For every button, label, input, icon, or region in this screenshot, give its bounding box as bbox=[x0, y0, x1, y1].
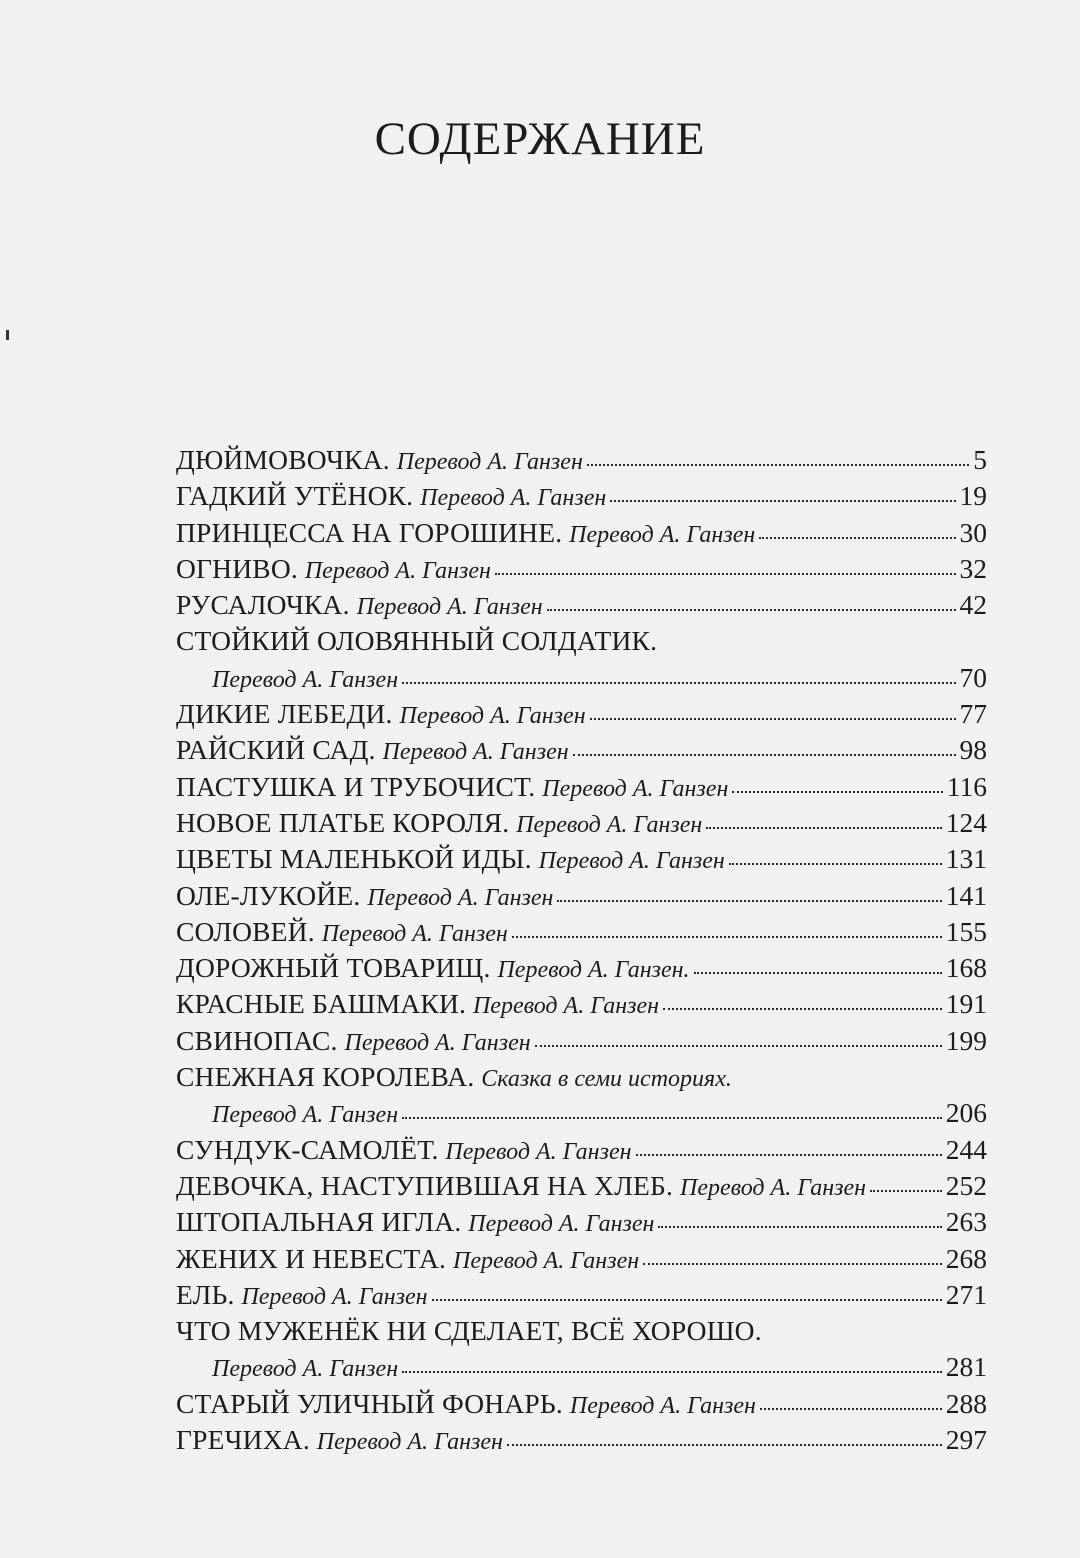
toc-entry[interactable] bbox=[176, 805, 987, 841]
entry-translator: Перевод А. Ганзен bbox=[569, 1392, 756, 1419]
entry-translator: Перевод А. Ганзен bbox=[396, 449, 583, 475]
entry-translator: Перевод А. Ганзен bbox=[344, 1029, 531, 1056]
entry-title: ЦВЕТЫ МАЛЕНЬКОЙ ИДЫ. bbox=[176, 843, 532, 875]
toc-entry[interactable] bbox=[176, 1422, 987, 1458]
entry-title: ДЮЙМОВОЧКА. bbox=[176, 444, 390, 475]
dot-leader bbox=[432, 1298, 942, 1301]
entry-translator: Перевод А. Ганзен bbox=[569, 521, 756, 548]
toc-entry-name bbox=[176, 1422, 503, 1460]
toc-entry[interactable] bbox=[176, 587, 987, 623]
entry-page-number: 199 bbox=[945, 1024, 987, 1056]
entry-title: РУСАЛОЧКА. bbox=[176, 589, 350, 621]
toc-entry-name bbox=[176, 1059, 732, 1097]
toc-entry[interactable] bbox=[176, 1241, 987, 1277]
toc-entry-title-line[interactable] bbox=[176, 1059, 987, 1095]
dot-leader bbox=[495, 572, 956, 575]
toc-entry-name bbox=[176, 1168, 866, 1206]
entry-title: ШТОПАЛЬНАЯ ИГЛА. bbox=[176, 1206, 462, 1238]
entry-page-number: 19 bbox=[959, 480, 987, 512]
entry-page-number: 252 bbox=[945, 1169, 987, 1201]
entry-translator: Перевод А. Ганзен bbox=[453, 1247, 640, 1274]
toc-entry-name bbox=[176, 1386, 756, 1424]
entry-page-number: 42 bbox=[959, 589, 987, 621]
toc-entry-title-line[interactable] bbox=[176, 623, 987, 659]
dot-leader bbox=[507, 1443, 942, 1446]
toc-entry-continuation[interactable] bbox=[176, 1095, 987, 1131]
toc-entry-name bbox=[176, 1313, 762, 1349]
entry-title: СОЛОВЕЙ. bbox=[176, 915, 315, 947]
toc-entry-name bbox=[176, 442, 583, 480]
toc-entry[interactable] bbox=[176, 914, 987, 950]
entry-title: ПАСТУШКА И ТРУБОЧИСТ. bbox=[176, 770, 536, 802]
toc-entry[interactable] bbox=[176, 1132, 987, 1168]
entry-page-number: 244 bbox=[945, 1133, 987, 1165]
dot-leader bbox=[512, 935, 942, 938]
entry-title: СВИНОПАС. bbox=[176, 1024, 338, 1056]
dot-leader bbox=[636, 1153, 942, 1156]
entry-page-number: 77 bbox=[959, 698, 987, 730]
toc-entry-name bbox=[212, 660, 398, 698]
entry-title: СУНДУК-САМОЛЁТ. bbox=[176, 1133, 439, 1165]
entry-title: ГАДКИЙ УТЁНОК. bbox=[176, 480, 414, 512]
entry-translator: Перевод А. Ганзен bbox=[321, 920, 508, 947]
toc-entry-name bbox=[176, 1277, 428, 1315]
dot-leader bbox=[706, 826, 941, 829]
entry-translator: Перевод А. Ганзен bbox=[472, 993, 660, 1020]
dot-leader bbox=[663, 1007, 942, 1010]
entry-translator: Перевод А. Ганзен bbox=[212, 666, 399, 693]
entry-page-number: 155 bbox=[945, 915, 987, 947]
entry-page-number: 191 bbox=[945, 988, 987, 1020]
toc-entry-name bbox=[176, 914, 508, 952]
dot-leader bbox=[732, 790, 942, 793]
entry-page-number: 206 bbox=[945, 1097, 987, 1129]
entry-page-number: 271 bbox=[945, 1278, 987, 1310]
entry-page-number: 141 bbox=[945, 879, 987, 911]
entry-translator: Перевод А. Ганзен bbox=[399, 703, 586, 730]
entry-translator: Перевод А. Ганзен bbox=[212, 1102, 399, 1129]
entry-translator: Перевод А. Ганзен. bbox=[497, 957, 690, 984]
toc-entry-name bbox=[176, 769, 728, 807]
entry-title: ДИКИЕ ЛЕБЕДИ. bbox=[176, 698, 393, 730]
dot-leader bbox=[643, 1262, 942, 1265]
entry-page-number: 32 bbox=[959, 552, 987, 584]
entry-title: СНЕЖНАЯ КОРОЛЕВА. bbox=[176, 1061, 475, 1093]
dot-leader bbox=[573, 753, 956, 756]
toc-entry-name bbox=[176, 1241, 639, 1279]
entry-title: НОВОЕ ПЛАТЬЕ КОРОЛЯ. bbox=[176, 806, 510, 838]
entry-title: ОЛЕ-ЛУКОЙЕ. bbox=[176, 879, 361, 911]
entry-translator: Перевод А. Ганзен bbox=[382, 739, 569, 766]
entry-page-number: 168 bbox=[945, 952, 987, 984]
toc-entry-name bbox=[176, 696, 586, 734]
entry-page-number: 268 bbox=[945, 1242, 987, 1274]
entry-page-number: 30 bbox=[959, 516, 987, 548]
entry-title: РАЙСКИЙ САД. bbox=[176, 734, 376, 766]
entry-translator: Перевод А. Ганзен bbox=[304, 557, 491, 584]
entry-translator: Перевод А. Ганзен bbox=[420, 485, 607, 512]
entry-title: СТАРЫЙ УЛИЧНЫЙ ФОНАРЬ. bbox=[176, 1387, 563, 1419]
toc-entry[interactable] bbox=[176, 696, 987, 732]
entry-title: СТОЙКИЙ ОЛОВЯННЫЙ СОЛДАТИК. bbox=[176, 625, 658, 657]
toc-entry[interactable] bbox=[176, 841, 987, 877]
entry-title: ЕЛЬ. bbox=[176, 1278, 235, 1310]
toc-entry-name bbox=[176, 950, 690, 988]
entry-page-number: 116 bbox=[946, 770, 987, 802]
toc-entry-title-line[interactable] bbox=[176, 1313, 987, 1349]
toc-entry[interactable] bbox=[176, 1168, 987, 1204]
toc-entry-continuation[interactable] bbox=[176, 660, 987, 696]
toc-entry-name bbox=[176, 841, 725, 879]
toc-entry-name bbox=[176, 732, 569, 770]
toc-entry[interactable] bbox=[176, 732, 987, 768]
toc-entry[interactable] bbox=[176, 769, 987, 805]
toc-entry[interactable] bbox=[176, 1277, 987, 1313]
entry-translator: Перевод А. Ганзен bbox=[367, 884, 554, 911]
entry-page-number: 5 bbox=[973, 444, 987, 475]
toc-entry[interactable] bbox=[176, 986, 987, 1022]
entry-translator: Перевод А. Ганзен bbox=[212, 1356, 399, 1383]
entry-page-number: 124 bbox=[945, 806, 987, 838]
dot-leader bbox=[590, 717, 956, 720]
toc-entry-name bbox=[176, 551, 491, 589]
entry-page-number: 98 bbox=[959, 734, 987, 766]
toc-entry-continuation[interactable] bbox=[176, 1349, 987, 1385]
dot-leader bbox=[658, 1225, 941, 1228]
entry-translator: Перевод А. Ганзен bbox=[468, 1211, 655, 1238]
toc-entry-name bbox=[176, 878, 553, 916]
dot-leader bbox=[870, 1189, 942, 1192]
toc-entry[interactable] bbox=[176, 878, 987, 914]
table-of-contents bbox=[176, 442, 987, 1458]
entry-title: ДЕВОЧКА, НАСТУПИВШАЯ НА ХЛЕБ. bbox=[176, 1169, 674, 1201]
dot-leader bbox=[587, 463, 969, 466]
entry-title: ПРИНЦЕССА НА ГОРОШИНЕ. bbox=[176, 516, 563, 548]
entry-translator: Перевод А. Ганзен bbox=[516, 811, 703, 838]
dot-leader bbox=[694, 971, 942, 974]
toc-entry[interactable] bbox=[176, 1023, 987, 1059]
entry-translator: Перевод А. Ганзен bbox=[542, 775, 729, 802]
entry-page-number: 288 bbox=[945, 1387, 987, 1419]
dot-leader bbox=[547, 608, 956, 611]
entry-title: ЖЕНИХ И НЕВЕСТА. bbox=[176, 1242, 447, 1274]
margin-mark bbox=[6, 330, 9, 340]
toc-entry-name bbox=[176, 623, 657, 659]
entry-page-number: 263 bbox=[945, 1206, 987, 1238]
dot-leader bbox=[729, 862, 942, 865]
toc-entry[interactable] bbox=[176, 551, 987, 587]
dot-leader bbox=[402, 681, 955, 684]
entry-title: ДОРОЖНЫЙ ТОВАРИЩ. bbox=[176, 952, 491, 984]
entry-translator: Перевод А. Ганзен bbox=[356, 594, 543, 621]
page-title: СОДЕРЖАНИЕ bbox=[374, 113, 706, 165]
toc-entry-name bbox=[176, 986, 659, 1024]
entry-translator: Перевод А. Ганзен bbox=[679, 1174, 867, 1201]
dot-leader bbox=[402, 1370, 942, 1373]
dot-leader bbox=[610, 499, 955, 502]
toc-entry-name bbox=[176, 587, 543, 625]
entry-page-number: 131 bbox=[945, 843, 987, 875]
toc-entry-name bbox=[176, 478, 606, 516]
entry-translator: Перевод А. Ганзен bbox=[538, 848, 725, 875]
toc-entry-name bbox=[176, 1023, 531, 1061]
entry-page-number: 70 bbox=[959, 661, 987, 693]
entry-page-number: 297 bbox=[945, 1424, 987, 1456]
entry-title: ГРЕЧИХА. bbox=[176, 1424, 310, 1456]
entry-page-number: 281 bbox=[945, 1351, 987, 1383]
dot-leader bbox=[402, 1116, 942, 1119]
toc-entry[interactable] bbox=[176, 442, 987, 478]
entry-title: КРАСНЫЕ БАШМАКИ. bbox=[176, 988, 467, 1020]
dot-leader bbox=[535, 1044, 942, 1047]
toc-entry[interactable] bbox=[176, 1204, 987, 1240]
entry-title: ОГНИВО. bbox=[176, 552, 298, 584]
toc-entry-name bbox=[176, 1132, 632, 1170]
toc-entry-name bbox=[212, 1349, 398, 1387]
dot-leader bbox=[759, 536, 955, 539]
toc-entry[interactable] bbox=[176, 515, 987, 551]
dot-leader bbox=[557, 899, 941, 902]
toc-entry-name bbox=[176, 805, 702, 843]
dot-leader bbox=[760, 1407, 942, 1410]
toc-entry-name bbox=[176, 515, 755, 553]
entry-subtitle: Сказка в семи историях. bbox=[481, 1066, 732, 1093]
toc-entry[interactable] bbox=[176, 478, 987, 514]
toc-entry[interactable] bbox=[176, 950, 987, 986]
entry-translator: Перевод А. Ганзен bbox=[445, 1138, 632, 1165]
toc-entry-name bbox=[212, 1095, 398, 1133]
toc-entry-name bbox=[176, 1204, 654, 1242]
entry-translator: Перевод А. Ганзен bbox=[316, 1429, 503, 1456]
entry-translator: Перевод А. Ганзен bbox=[241, 1283, 428, 1310]
toc-entry[interactable] bbox=[176, 1386, 987, 1422]
entry-title: ЧТО МУЖЕНЁК НИ СДЕЛАЕТ, ВСЁ ХОРОШО. bbox=[176, 1315, 762, 1347]
